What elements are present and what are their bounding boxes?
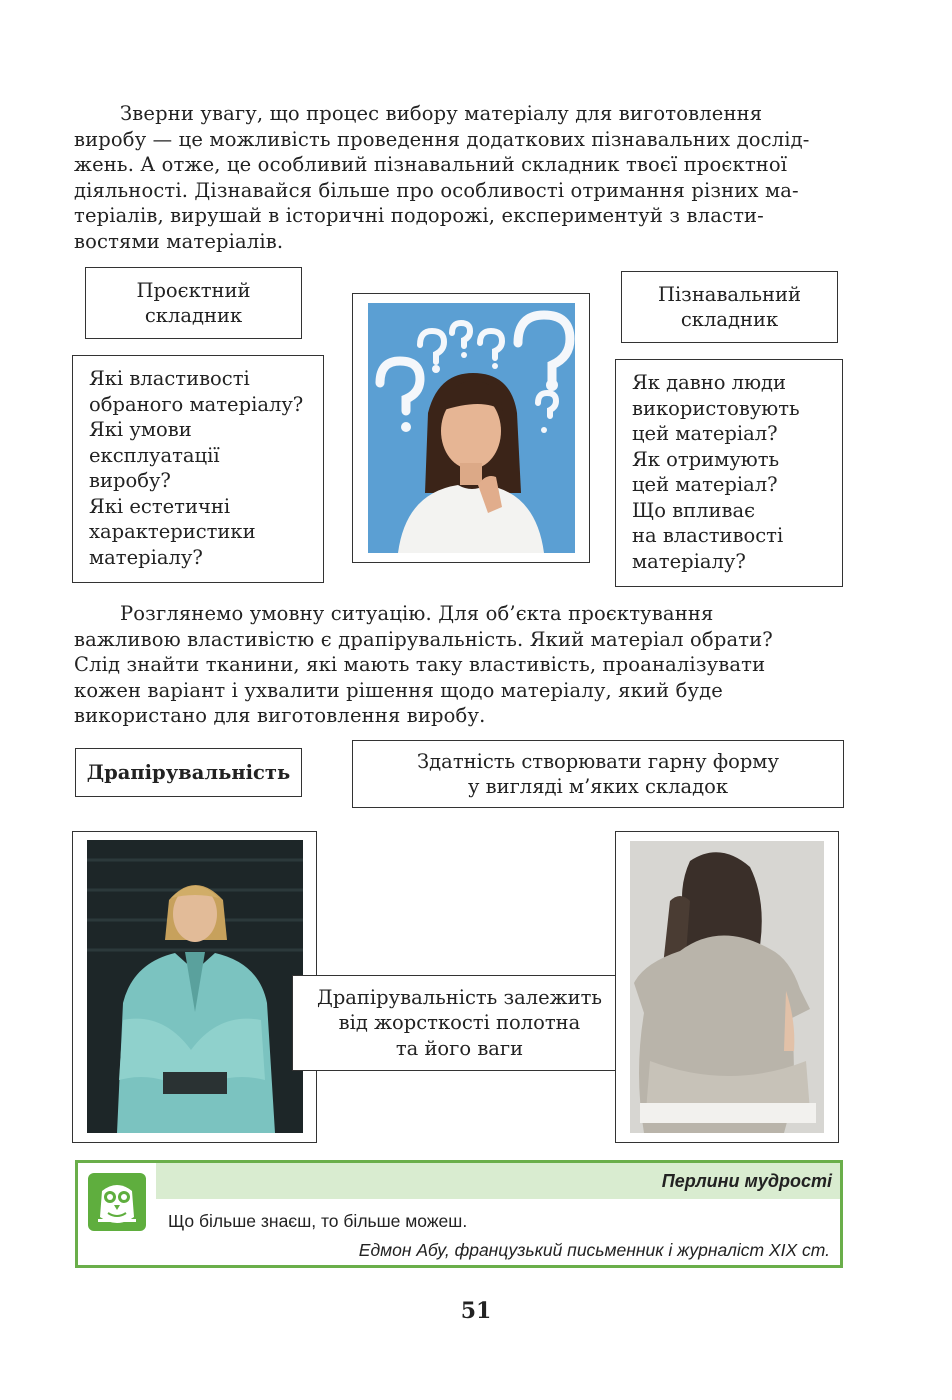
- project-title-line: Проєктний: [136, 278, 251, 302]
- question-line: цей матеріал?: [632, 473, 778, 496]
- question-line: цей матеріал?: [632, 422, 778, 445]
- intro-line: жень. А отже, це особливий пізнавальний складник твоєї проєктної: [74, 153, 788, 176]
- situation-line: кожен варіант і ухвалити рішення щодо матеріалу, який буде: [74, 678, 723, 702]
- note-line: від жорсткості полотна: [338, 1011, 581, 1035]
- intro-line: виробу — це можливість проведення додаткових пізнавальних дослід-: [74, 127, 810, 151]
- question-line: використовують: [632, 396, 800, 420]
- wisdom-header: Перлини мудрості: [661, 1171, 832, 1191]
- question-line: виробу?: [89, 469, 171, 492]
- question-line: експлуатації: [89, 443, 220, 467]
- question-line: Які естетичні: [89, 494, 231, 518]
- intro-line: діяльності. Дізнавайся більше про особливості отримання різних ма-: [74, 178, 799, 202]
- wisdom-header-band: [156, 1163, 840, 1199]
- question-line: обраного матеріалу?: [89, 392, 304, 416]
- project-questions-box: [72, 355, 324, 583]
- thinking-girl-photo: [368, 303, 575, 553]
- situation-paragraph: [74, 601, 846, 729]
- question-line: Як давно люди: [632, 371, 787, 394]
- drape-definition-box: [352, 740, 844, 808]
- definition-line: Здатність створювати гарну форму: [417, 749, 779, 773]
- intro-line: востями матеріалів.: [74, 229, 284, 253]
- drape-term-box: [75, 748, 302, 797]
- thinking-girl-photo-frame: [352, 293, 590, 563]
- linen-dress-photo: [630, 841, 824, 1133]
- intro-paragraph: [74, 101, 846, 254]
- situation-line: Розглянемо умовну ситуацію. Для об’єкта проєктування: [120, 602, 714, 625]
- cognitive-component-title: [621, 271, 838, 343]
- cognitive-questions-box: [615, 359, 843, 587]
- wisdom-quote: Що більше знаєш, то більше можеш.: [168, 1211, 468, 1231]
- kimono-photo-frame: [72, 831, 317, 1143]
- cognitive-title-line: Пізнавальний: [657, 282, 802, 306]
- situation-line: важливою властивістю є драпірувальність. Який матеріал обрати?: [74, 627, 773, 651]
- linen-dress-photo-frame: [615, 831, 839, 1143]
- note-line: та його ваги: [395, 1036, 524, 1060]
- cognitive-title-line: складник: [680, 308, 779, 331]
- owl-icon: [88, 1173, 146, 1231]
- drape-term: Драпірувальність: [86, 760, 291, 784]
- question-line: Які умови: [89, 418, 192, 441]
- kimono-photo: [87, 840, 303, 1133]
- question-line: Як отримують: [632, 447, 780, 471]
- intro-line: теріалів, вирушай в історичні подорожі, експериментуй з власти-: [74, 204, 764, 227]
- question-line: матеріалу?: [89, 545, 203, 569]
- situation-line: Слід знайти тканини, які мають таку властивість, проаналізувати: [74, 653, 766, 676]
- situation-line: використано для виготовлення виробу.: [74, 704, 486, 727]
- question-line: на властивості: [632, 524, 784, 547]
- question-line: характеристики: [89, 520, 256, 543]
- definition-line: у вигляді м’яких складок: [467, 775, 729, 798]
- intro-line: Зверни увагу, що процес вибору матеріалу для виготовлення: [120, 102, 763, 125]
- wisdom-box: [75, 1160, 843, 1268]
- project-title-line: складник: [144, 304, 243, 327]
- page-number: 51: [460, 1298, 492, 1324]
- question-line: матеріалу?: [632, 549, 746, 573]
- wisdom-author: Едмон Абу, французький письменник і журналіст XIX ст.: [358, 1240, 830, 1260]
- note-line: Драпірувальність залежить: [316, 985, 603, 1009]
- drape-note-box: [292, 975, 627, 1071]
- question-line: Що впливає: [632, 498, 756, 522]
- project-component-title: [85, 267, 302, 339]
- question-line: Які властивості: [89, 367, 250, 390]
